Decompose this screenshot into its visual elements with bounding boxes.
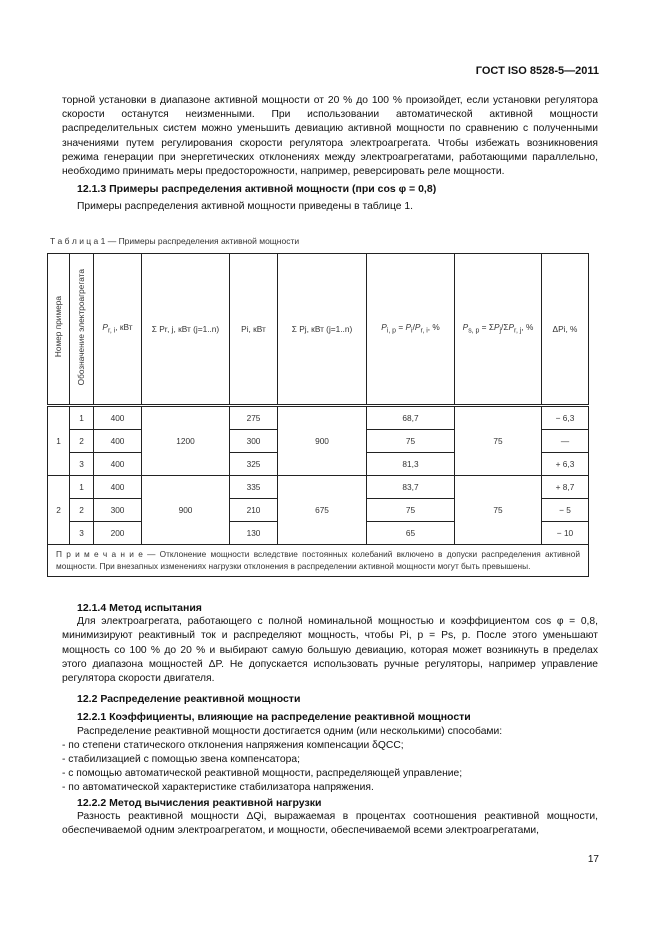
page-number: 17	[587, 854, 599, 865]
cell-example: 1	[48, 406, 70, 476]
cell-psp: 75	[455, 476, 542, 545]
header-pri: $P_{r, i}$, кВт	[94, 254, 142, 406]
section-top	[62, 94, 598, 215]
cell-pri: 400	[94, 476, 142, 499]
cell-unit: 3	[70, 522, 94, 545]
header-example-number: Номер примера	[53, 296, 64, 358]
cell-delta-p: —	[542, 430, 589, 453]
cell-sum-pr: 1200	[142, 406, 230, 476]
list-item: - по степени статического отклонения напряжения компенсации δQCC;	[62, 739, 404, 751]
document-header: ГОСТ ISO 8528-5—2011	[475, 65, 599, 77]
table-caption: Т а б л и ц а 1 — Примеры распределения активной мощности	[50, 236, 300, 246]
header-unit-designation: Обозначение электроагрегата	[76, 268, 87, 386]
cell-pip: 65	[367, 522, 455, 545]
paragraph: торной установки в диапазоне активной мощности от 20 % до 100 % произойдет, если установки регулятора скорости останутся неизменными. При использовании автоматической активной мощности распределительных систем можно уменьшить девиацию активной мощности по сравнению с полученными значениями путем регулирования скорости регулятора электроагрегата. Чтобы избежать возникновения режима генерации при энергетических отклонениях между электроагрегатами, работающими параллельно, необходимо принимать меры предосторожности, например, реверсировать реле мощности.	[62, 95, 598, 178]
paragraph: Примеры распределения активной мощности приведены в таблице 1.	[77, 201, 413, 213]
cell-delta-p: + 6,3	[542, 453, 589, 476]
cell-pri: 400	[94, 453, 142, 476]
cell-pi: 275	[230, 406, 278, 430]
header-pi: Pi, кВт	[230, 254, 278, 406]
cell-pi: 210	[230, 499, 278, 522]
cell-pi: 335	[230, 476, 278, 499]
cell-unit: 2	[70, 499, 94, 522]
heading-12-1-4: 12.1.4 Метод испытания	[77, 602, 202, 614]
cell-pi: 130	[230, 522, 278, 545]
header-delta-pi: ΔPi, %	[542, 254, 589, 406]
table-note: П р и м е ч а н и е — Отклонение мощности вследствие постоянных колебаний включено в допуски распределения активной мощности. При внезапных изменениях нагрузки отклонения в распределении активной мощности могут быть превышены.	[48, 545, 589, 577]
cell-pip: 75	[367, 430, 455, 453]
cell-sum-p: 900	[278, 406, 367, 476]
header-psp: $P_{s, p} = \Sigma P_j/\Sigma P_{r, j}$, %	[455, 254, 542, 406]
list-item: - по автоматической характеристике стабилизатора напряжения.	[62, 782, 374, 794]
heading-12-2: 12.2 Распределение реактивной мощности	[77, 693, 301, 706]
cell-delta-p: + 8,7	[542, 476, 589, 499]
table-header-row	[48, 254, 589, 406]
header-pip: $P_{i, p} = P_i/P_{r, i}$, %	[367, 254, 455, 406]
heading-12-2-2: 12.2.2 Метод вычисления реактивной нагрузки	[77, 796, 322, 809]
cell-pri: 300	[94, 499, 142, 522]
table-row	[48, 406, 589, 430]
section-bottom	[62, 601, 598, 838]
list-item: - стабилизацией с помощью звена компенсатора;	[62, 754, 300, 766]
heading-12-1-3: 12.1.3 Примеры распределения активной мощности (при cos φ = 0,8)	[77, 183, 437, 196]
list-item: - с помощью автоматической реактивной мощности, распределяющей управление;	[62, 768, 463, 780]
cell-delta-p: − 5	[542, 499, 589, 522]
cell-example: 2	[48, 476, 70, 545]
cell-sum-p: 675	[278, 476, 367, 545]
cell-delta-p: − 6,3	[542, 406, 589, 430]
cell-pri: 400	[94, 406, 142, 430]
header-sum-pj: Σ Pj, кВт (j=1..n)	[278, 254, 367, 406]
cell-pi: 325	[230, 453, 278, 476]
cell-pip: 83,7	[367, 476, 455, 499]
table-1	[47, 253, 589, 577]
cell-pri: 200	[94, 522, 142, 545]
heading-12-2-1: 12.2.1 Коэффициенты, влияющие на распределение реактивной мощности	[77, 711, 471, 724]
cell-pip: 81,3	[367, 453, 455, 476]
paragraph: Разность реактивной мощности ΔQi, выражаемая в процентах соотношения реактивной мощности, обеспечиваемой одним электроагрегатом, и мощности, обеспечиваемой всеми электроагрегатами,	[62, 810, 598, 837]
cell-unit: 1	[70, 476, 94, 499]
paragraph: Для электроагрегата, работающего с полной номинальной мощностью и коэффициентом cos φ = 0,8, минимизируют реактивный ток и распределяют мощность, чтобы Pi, p = Ps, p. После этого уменьшают мощность со 100 % до 20 % и выбирают самую большую девиацию, которая может возникнуть в пределах этого диапазона мощностей ΔP. Не допускается использовать ручные регуляторы, например управление регулятора скорости двигателя.	[62, 616, 598, 685]
cell-pip: 68,7	[367, 406, 455, 430]
cell-pri: 400	[94, 430, 142, 453]
header-sum-prj: Σ Pr, j, кВт (j=1..n)	[142, 254, 230, 406]
cell-sum-pr: 900	[142, 476, 230, 545]
paragraph: Распределение реактивной мощности достигается одним (или несколькими) способами:	[77, 725, 503, 737]
cell-unit: 3	[70, 453, 94, 476]
cell-pi: 300	[230, 430, 278, 453]
cell-pip: 75	[367, 499, 455, 522]
cell-psp: 75	[455, 406, 542, 476]
cell-delta-p: − 10	[542, 522, 589, 545]
cell-unit: 2	[70, 430, 94, 453]
cell-unit: 1	[70, 406, 94, 430]
table-row	[48, 476, 589, 499]
